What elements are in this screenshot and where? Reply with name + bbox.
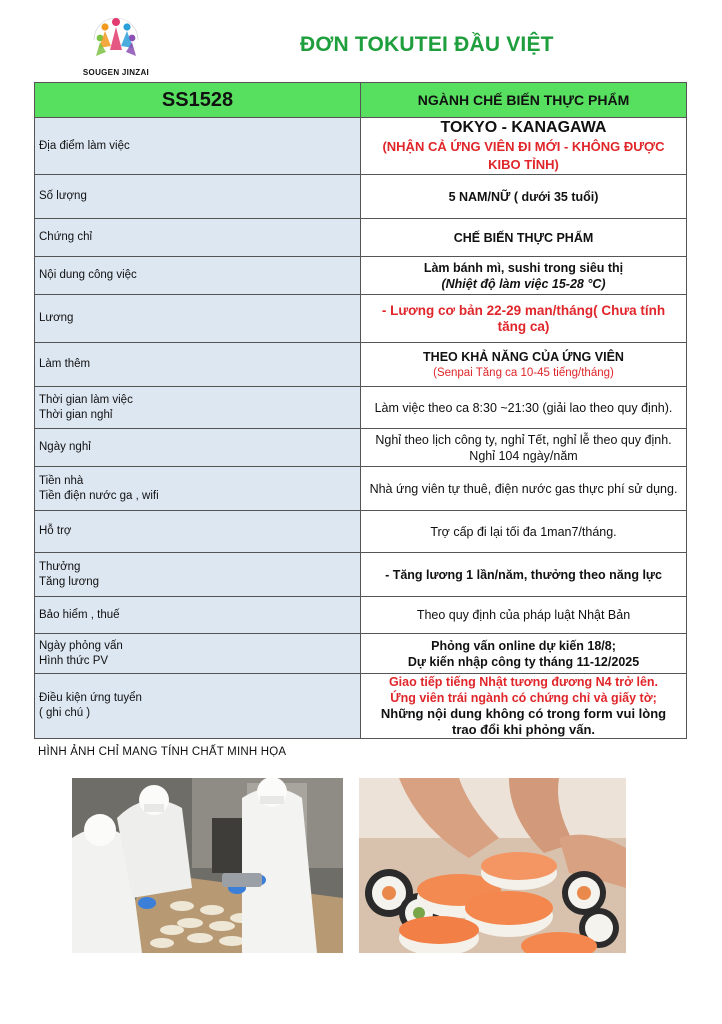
table-row-job-content: [35, 257, 687, 295]
table-row-quantity: [35, 175, 687, 219]
table-row-days-off: [35, 429, 687, 467]
job-content-label: Nội dung công việc: [35, 257, 361, 295]
company-logo: [70, 10, 162, 78]
conditions-label: [35, 674, 361, 739]
job-code: SS1528: [35, 83, 361, 118]
interview-label-2: Hình thức PV: [39, 654, 109, 667]
work-time-label-1: Thời gian làm việc: [39, 393, 133, 406]
conditions-value-1: Giao tiếp tiếng Nhật tương đương N4 trở lên.: [388, 675, 659, 689]
location-note: (NHẬN CẢ ỨNG VIÊN ĐI MỚI - KHÔNG ĐƯỢC KIBO TỈNH): [382, 139, 665, 172]
housing-value: Nhà ứng viên tự thuê, điện nước gas thực phí sử dụng.: [361, 467, 687, 511]
sushi-making-photo: [359, 778, 626, 953]
table-row-interview: [35, 634, 687, 674]
quantity-label: Số lượng: [35, 175, 361, 219]
work-time-label-2: Thời gian nghỉ: [39, 408, 113, 421]
support-value: Trợ cấp đi lại tối đa 1man7/tháng.: [361, 511, 687, 553]
certificate-label: Chứng chỉ: [35, 219, 361, 257]
bonus-label-2: Tăng lương: [39, 575, 99, 588]
overtime-cell: [361, 343, 687, 387]
table-header-row: [35, 83, 687, 118]
conditions-label-2: ( ghi chú ): [39, 707, 91, 719]
days-off-label: Ngày nghỉ: [35, 429, 361, 467]
work-time-label: [35, 387, 361, 429]
conditions-value-3: Những nội dung không có trong form vui lòng trao đổi khi phỏng vấn.: [380, 706, 667, 737]
table-row-location: [35, 118, 687, 175]
insurance-label: Bảo hiểm , thuế: [35, 597, 361, 634]
overtime-note: (Senpai Tăng ca 10-45 tiếng/tháng): [433, 366, 614, 379]
salary-value: - Lương cơ bản 22-29 man/tháng( Chưa tính tăng ca): [361, 295, 687, 343]
support-label: Hỗ trợ: [35, 511, 361, 553]
location-label: Địa điểm làm việc: [35, 118, 361, 175]
housing-label-2: Tiền điện nước ga , wifi: [39, 489, 159, 502]
quantity-value: 5 NAM/NỮ ( dưới 35 tuổi): [361, 175, 687, 219]
illustration-caption: HÌNH ẢNH CHỈ MANG TÍNH CHẤT MINH HỌA: [38, 746, 287, 758]
bonus-label-1: Thưởng: [39, 560, 81, 573]
conditions-value-2: Ứng viên trái ngành có chứng chỉ và giấy tờ;: [390, 691, 657, 705]
work-time-value: Làm việc theo ca 8:30 ~21:30 (giải lao theo quy định).: [361, 387, 687, 429]
interview-label-1: Ngày phỏng vấn: [39, 639, 123, 652]
table-row-salary: [35, 295, 687, 343]
job-content-value: Làm bánh mì, sushi trong siêu thị: [423, 260, 624, 275]
overtime-label: Làm thêm: [35, 343, 361, 387]
insurance-value: Theo quy định của pháp luật Nhật Bản: [361, 597, 687, 634]
table-row-insurance: [35, 597, 687, 634]
housing-label-1: Tiền nhà: [39, 474, 84, 487]
location-cell: [361, 118, 687, 175]
bakery-workers-photo: [72, 778, 343, 953]
interview-label: [35, 634, 361, 674]
interview-value-1: Phỏng vấn online dự kiến 18/8;: [431, 638, 616, 653]
interview-value-2: Dự kiến nhập công ty tháng 11-12/2025: [407, 654, 640, 669]
interview-cell: [361, 634, 687, 674]
bonus-value: - Tăng lương 1 lần/năm, thưởng theo năng lực: [361, 553, 687, 597]
conditions-label-1: Điều kiện ứng tuyển: [39, 692, 142, 704]
table-row-support: [35, 511, 687, 553]
days-off-value: Nghỉ theo lịch công ty, nghỉ Tết, nghỉ lễ theo quy định. Nghỉ 104 ngày/năm: [361, 429, 687, 467]
table-row-work-time: [35, 387, 687, 429]
table-row-conditions: [35, 674, 687, 739]
housing-label: [35, 467, 361, 511]
logo-figures-graphic: [86, 10, 146, 68]
table-row-certificate: [35, 219, 687, 257]
table-row-housing: [35, 467, 687, 511]
job-details-table: [34, 82, 687, 739]
overtime-value: THEO KHẢ NĂNG CỦA ỨNG VIÊN: [423, 349, 624, 364]
document-title: ĐƠN TOKUTEI ĐẦU VIỆT: [300, 33, 554, 56]
industry-title: NGÀNH CHẾ BIẾN THỰC PHẨM: [361, 83, 687, 118]
salary-label: Lương: [35, 295, 361, 343]
job-content-cell: [361, 257, 687, 295]
logo-text: SOUGEN JINZAI: [82, 68, 150, 77]
table-row-bonus: [35, 553, 687, 597]
job-content-note: (Nhiệt độ làm việc 15-28 °C): [441, 276, 606, 291]
table-row-overtime: [35, 343, 687, 387]
location-value: TOKYO - KANAGAWA: [440, 119, 607, 136]
certificate-value: CHẾ BIẾN THỰC PHẨM: [361, 219, 687, 257]
conditions-cell: [361, 674, 687, 739]
bonus-label: [35, 553, 361, 597]
